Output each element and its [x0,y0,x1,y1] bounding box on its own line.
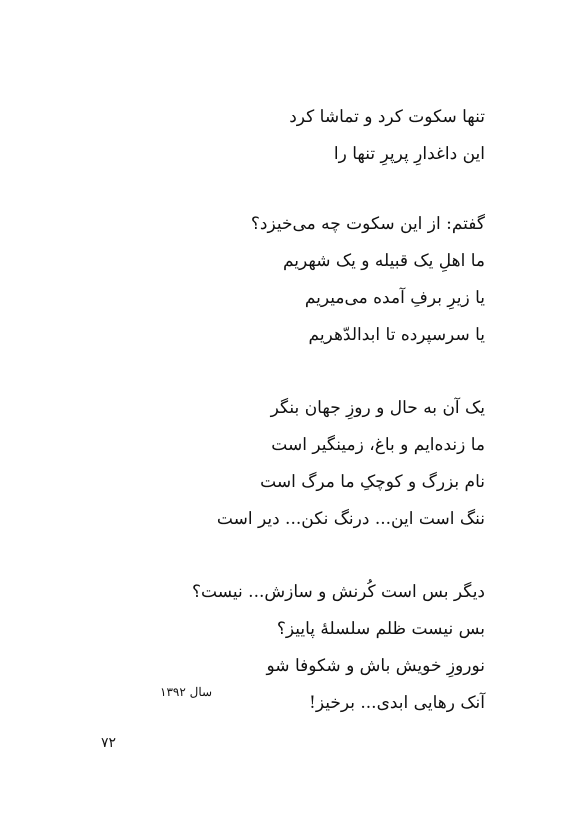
poem-line: ننگ است این... درنگ نکن... دیر است [216,509,485,529]
poem-line: گفتم: از این سکوت چه می‌خیزد؟ [250,214,485,234]
poem-line: تنها سکوت کرد و تماشا کرد [289,107,485,127]
poem-line: ما زنده‌ایم و باغ، زمینگیر است [271,435,485,455]
year-note: سال ۱۳۹۲ [160,685,213,699]
poem-line: این داغدارِ پرپرِ تنها را [333,144,485,164]
page-number: ۷۲ [101,735,117,751]
poem-line: دیگر بس است کُرنش و سازش... نیست؟ [192,582,485,602]
poem-line: یا زیرِ برفِ آمده می‌میریم [304,288,485,308]
poem-line: یک آن به حال و روزِ جهان بنگر [270,398,485,418]
poem-line: نوروزِ خویش باش و شکوفا شو [266,656,485,676]
poem-line: یا سرسپرده تا ابدالدّهریم [308,325,485,345]
stanza-2 [155,206,485,354]
poem-line: ما اهلِ یک قبیله و یک شهریم [282,251,485,271]
stanza-3 [155,390,485,538]
poem-line: نام بزرگ و کوچکِ ما مرگ است [260,472,485,492]
stanza-1 [155,99,485,173]
poem-line: آنک رهایی ابدی... برخیز! [309,693,485,713]
poem-line: بس نیست ظلم سلسلهٔ پاییز؟ [276,619,485,639]
stanza-4 [155,574,485,722]
